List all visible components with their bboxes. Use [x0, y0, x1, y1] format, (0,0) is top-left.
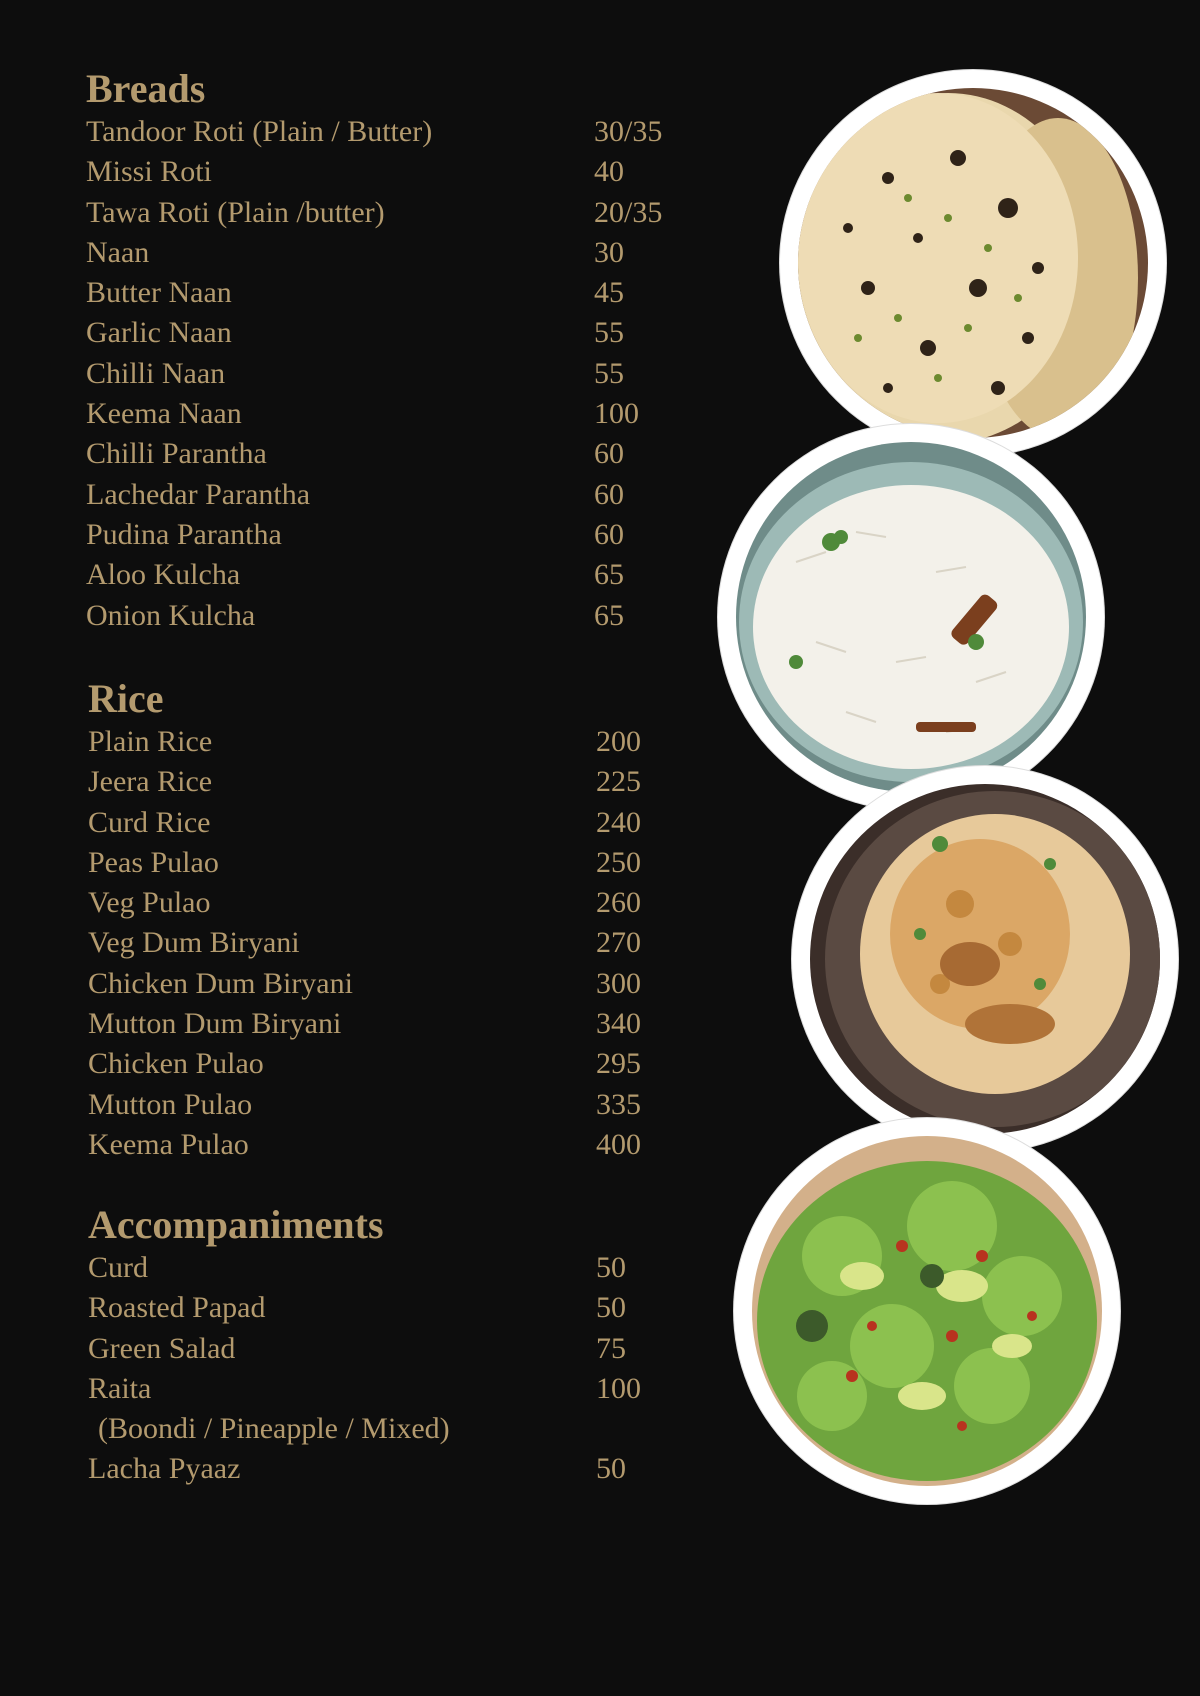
section-title-rice: Rice	[88, 676, 164, 721]
menu-item-price: 400	[596, 1127, 641, 1161]
menu-item-name: Mutton Dum Biryani	[88, 1007, 342, 1041]
menu-item-name: Veg Dum Biryani	[88, 926, 300, 960]
menu-item	[88, 803, 728, 843]
menu-item-name: Missi Roti	[86, 155, 212, 189]
menu-item-price: 65	[594, 558, 624, 592]
menu-item	[86, 233, 726, 273]
menu-item-price: 30	[594, 235, 624, 269]
accompaniments-list	[88, 1248, 728, 1490]
menu-item-name: Butter Naan	[86, 276, 232, 310]
menu-item-name: Green Salad	[88, 1331, 236, 1365]
menu-item-price: 40	[594, 155, 624, 189]
menu-item	[86, 475, 726, 515]
menu-item-name: Chicken Pulao	[88, 1047, 264, 1081]
menu-item	[88, 1449, 728, 1489]
menu-item	[86, 555, 726, 595]
menu-item-price: 340	[596, 1007, 641, 1041]
menu-item	[88, 1248, 728, 1288]
menu-item	[88, 1004, 728, 1044]
menu-item-name: Naan	[86, 235, 150, 269]
menu-item	[86, 515, 726, 555]
menu-item	[88, 1409, 728, 1449]
menu-item-price: 225	[596, 765, 641, 799]
menu-item-name: (Boondi / Pineapple / Mixed)	[98, 1412, 450, 1446]
menu-item-name: Raita	[88, 1371, 152, 1405]
menu-item-name: Curd	[88, 1251, 148, 1284]
menu-item	[88, 923, 728, 963]
biryani-photo-image	[810, 784, 1160, 1134]
menu-item	[86, 434, 726, 474]
menu-item	[86, 152, 726, 192]
menu-item-price: 65	[594, 598, 624, 632]
jeera-rice-photo-image	[736, 442, 1086, 792]
menu-item-name: Roasted Papad	[88, 1291, 266, 1325]
naan-photo-image	[798, 88, 1148, 438]
menu-item-name: Lacha Pyaaz	[88, 1452, 241, 1486]
menu-item	[86, 193, 726, 233]
jeera-rice-photo	[718, 424, 1104, 810]
menu-item-price: 50	[596, 1251, 626, 1284]
accompaniments-section	[88, 1202, 728, 1490]
menu-item	[86, 596, 726, 636]
menu-item-price: 55	[594, 316, 624, 350]
menu-item-price: 300	[596, 966, 641, 1000]
menu-item	[88, 1085, 728, 1125]
menu-item-price: 55	[594, 356, 624, 390]
biryani-photo	[792, 766, 1178, 1152]
menu-item-price: 335	[596, 1087, 641, 1121]
menu-item-price: 270	[596, 926, 641, 960]
menu-item-name: Chilli Parantha	[86, 437, 267, 471]
menu-item	[86, 394, 726, 434]
menu-item-price: 60	[594, 517, 624, 551]
section-title-accompaniments: Accompaniments	[88, 1202, 384, 1247]
menu-item-name: Keema Pulao	[88, 1127, 249, 1161]
menu-item-name: Lachedar Parantha	[86, 477, 311, 511]
menu-item-name: Garlic Naan	[86, 316, 232, 350]
menu-item-price: 240	[596, 805, 641, 839]
menu-item	[88, 1044, 728, 1084]
menu-item-name: Plain Rice	[88, 725, 213, 758]
menu-item-name: Pudina Parantha	[86, 517, 282, 551]
rice-list	[88, 722, 728, 1165]
naan-photo	[780, 70, 1166, 456]
menu-item-price: 60	[594, 477, 624, 511]
menu-item-price: 200	[596, 725, 641, 758]
breads-section	[86, 66, 726, 636]
menu-item-price: 50	[596, 1291, 626, 1325]
menu-item-price: 45	[594, 276, 624, 310]
menu-item	[86, 112, 726, 152]
rice-section	[88, 676, 728, 1165]
section-title-breads: Breads	[86, 66, 206, 111]
menu-item-name: Mutton Pulao	[88, 1087, 253, 1121]
menu-item-price: 20/35	[594, 195, 663, 229]
menu-item-price: 100	[594, 397, 639, 431]
menu-item-price: 60	[594, 437, 624, 471]
menu-item-price: 100	[596, 1371, 641, 1405]
menu-item-price: 250	[596, 845, 641, 879]
menu-item	[86, 273, 726, 313]
menu-item-name: Chicken Dum Biryani	[88, 966, 353, 1000]
menu-item-name: Veg Pulao	[88, 886, 211, 920]
menu-item-name: Peas Pulao	[88, 845, 219, 879]
menu-item	[88, 843, 728, 883]
menu-item-price: 75	[596, 1331, 626, 1365]
menu-item-name: Jeera Rice	[88, 765, 213, 799]
menu-item-price: 295	[596, 1047, 641, 1081]
menu-item-name: Aloo Kulcha	[86, 558, 241, 592]
menu-item	[88, 1288, 728, 1328]
menu-item-price: 30/35	[594, 115, 663, 148]
menu-item-name: Keema Naan	[86, 397, 242, 431]
breads-list	[86, 112, 726, 636]
menu-item	[86, 313, 726, 353]
menu-item-name: Tawa Roti (Plain /butter)	[86, 195, 385, 229]
menu-item-name: Onion Kulcha	[86, 598, 256, 632]
menu-item	[88, 1369, 728, 1409]
menu-item-name: Chilli Naan	[86, 356, 226, 390]
green-salad-photo	[734, 1118, 1120, 1504]
menu-item	[88, 762, 728, 802]
menu-item-name: Curd Rice	[88, 805, 211, 839]
menu-item	[88, 1329, 728, 1369]
menu-item-name: Tandoor Roti (Plain / Butter)	[86, 115, 433, 148]
menu-item	[88, 722, 728, 762]
menu-item	[88, 883, 728, 923]
menu-item-price: 50	[596, 1452, 626, 1486]
menu-item	[86, 354, 726, 394]
menu-item	[88, 1125, 728, 1165]
green-salad-photo-image	[752, 1136, 1102, 1486]
menu-item	[88, 964, 728, 1004]
menu-item-price: 260	[596, 886, 641, 920]
